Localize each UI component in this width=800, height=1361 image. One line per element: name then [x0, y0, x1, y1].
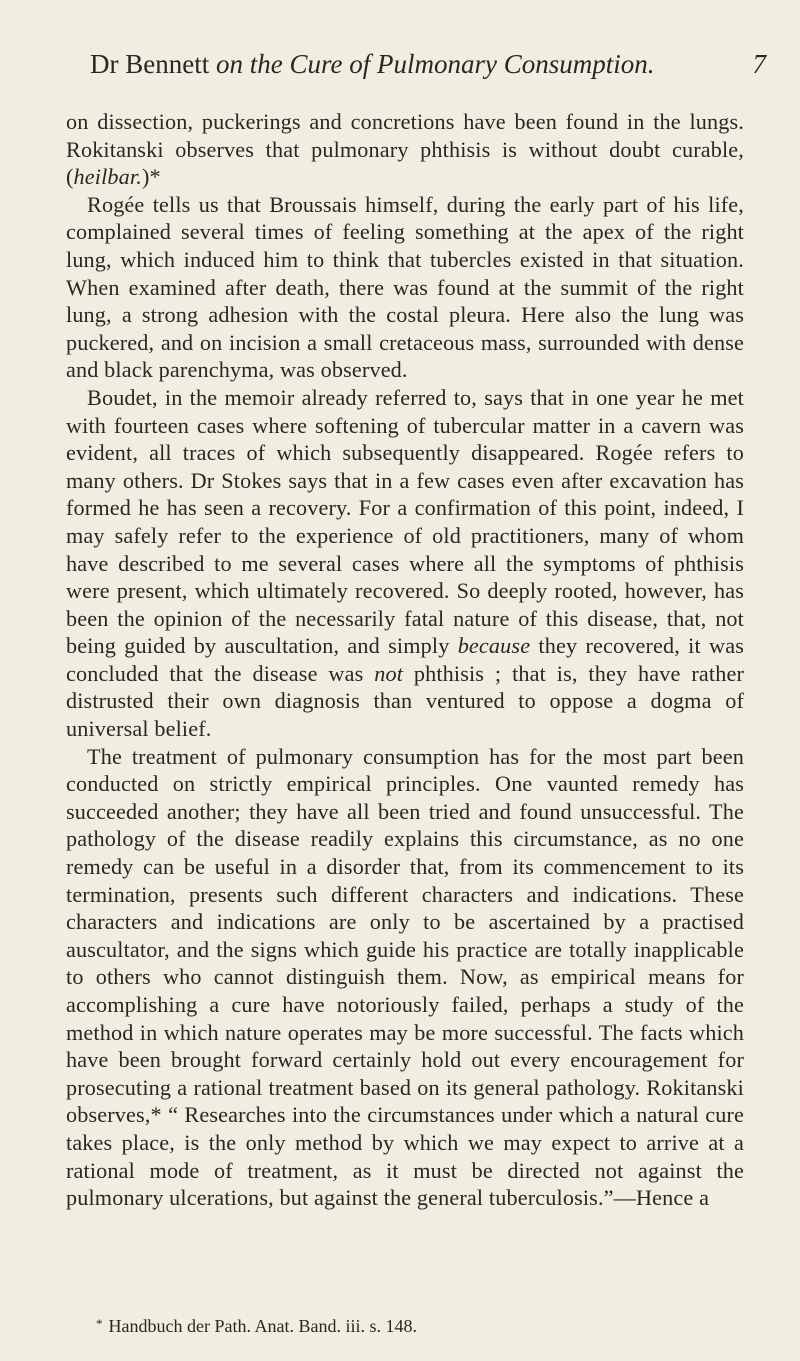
page-number: 7: [752, 49, 766, 79]
paragraph-1: [66, 108, 744, 191]
paragraph-1-text-c: )*: [141, 164, 161, 190]
paragraph-2: [66, 191, 744, 384]
body-text: [66, 108, 744, 1212]
paragraph-3: [66, 384, 744, 743]
paragraph-3-text-e: phthisis ; that is, they have rather distrusted their own diagnosis than ventured to oppose a dogma of universal belief.: [66, 660, 744, 742]
running-header: [90, 46, 766, 82]
paragraph-3-italic-not: not: [374, 660, 404, 686]
paragraph-2-text: Rogée tells us that Broussais himself, during the early part of his life, complained several times of feeling something at the apex of the right lung, which induced him to think that tubercles existed in that situation. When examined after death, there was found at the summit of the right lung, a strong adhesion with the costal pleura. Here also the lung was puckered, and on incision a small cretaceous mass, surrounded with dense and black parenchyma, was observed.: [66, 191, 744, 383]
paragraph-4-text: The treatment of pulmonary consumption has for the most part been conducted on strictly empirical principles. One vaunted remedy has succeeded another; they have all been tried and found unsuccessful. The pathology of the disease readily explains this circumstance, as no one remedy can be useful in a disorder that, from its commencement to its termination, presents such different characters and indications. These characters and indications are only to be ascertained by a practised auscultator, and the signs which guide his practice are totally inapplicable to others who cannot distinguish them. Now, as empirical means for accomplishing a cure have notoriously failed, perhaps a study of the method in which nature operates may be more successful. The facts which have been brought forward certainly hold out every encouragement for prosecuting a rational treatment based on its general pathology. Rokitanski observes,* “ Researches into the circumstances under which a natural cure takes place, is the only method by which we may expect to arrive at a rational mode of treatment, as it must be directed not against the pulmonary ulcerations, but against the general tuberculosis.”—Hence a: [66, 743, 744, 1211]
paragraph-1-text-a: on dissection, puckerings and concretions have been found in the lungs. Rokitanski observes that pulmonary phthisis is without doubt curable, (: [66, 109, 744, 190]
running-title-plain: Dr Bennett: [90, 49, 216, 79]
paragraph-3-text-a: Boudet, in the memoir already referred to, says that in one year he met with fourteen cases where softening of tubercular matter in a cavern was evident, all traces of which subsequently disappeared. Rogée refers to many others. Dr Stokes says that in a few cases even after excavation has formed he has seen a recovery. For a confirmation of this point, indeed, I may safely refer to the experience of old practitioners, many of whom have described to me several cases where all the symptoms of phthisis were present, which ultimately recovered. So deeply rooted, however, has been the opinion of the necessarily fatal nature of this disease, that, not being guided by auscultation, and simply: [66, 384, 744, 659]
running-title-italic: on the Cure of Pulmonary Consumption.: [215, 49, 655, 79]
paragraph-4: [66, 743, 744, 1212]
running-title: [90, 46, 654, 82]
footnote-mark: *: [96, 1316, 103, 1331]
paragraph-3-italic-because: because: [457, 633, 531, 659]
paragraph-3-text-c: they recovered, it was concluded that the disease was: [66, 633, 744, 686]
paragraph-1-italic-heilbar: heilbar.: [73, 164, 142, 190]
footnote-text: Handbuch der Path. Anat. Band. iii. s. 148.: [108, 1316, 417, 1336]
footnote: [96, 1312, 760, 1338]
